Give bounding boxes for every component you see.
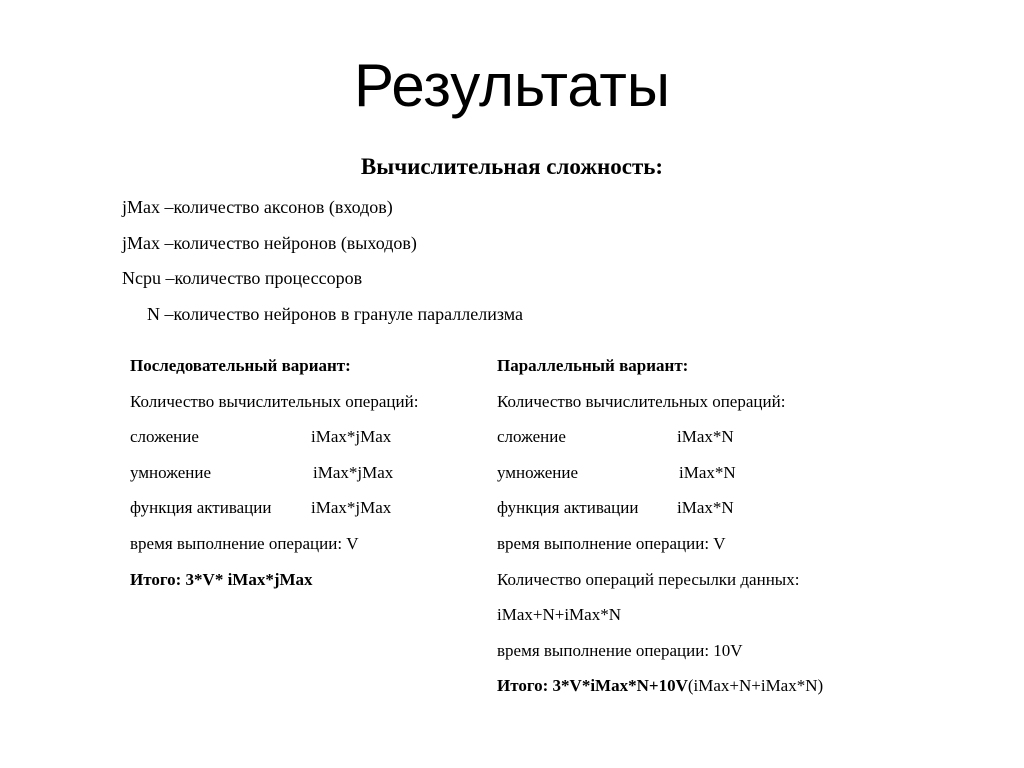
op-label: сложение: [130, 427, 199, 447]
definition-jmax-axons: jMax –количество аксонов (входов): [122, 197, 393, 217]
parallel-op-row: [497, 462, 917, 498]
parallel-variant-column: [497, 355, 917, 711]
op-value: iMax*N: [677, 427, 734, 447]
sequential-ops-count-label: Количество вычислительных операций:: [130, 391, 419, 411]
op-label: функция активации: [130, 498, 272, 518]
op-value: iMax*jMax: [313, 462, 394, 482]
op-value: iMax*jMax: [311, 498, 392, 518]
op-label: функция активации: [497, 498, 639, 518]
sequential-time: время выполнение операции: V: [130, 533, 359, 553]
sequential-op-row: [130, 426, 490, 462]
parallel-transfer-label: Количество операций пересылки данных:: [497, 569, 800, 589]
parallel-total: [497, 675, 917, 711]
parallel-op-row: [497, 426, 917, 462]
slide-title: Результаты: [354, 52, 670, 119]
parallel-total-bold: Итого: 3*V*iMax*N+10V: [497, 676, 688, 696]
sequential-heading: Последовательный вариант:: [130, 356, 351, 375]
op-label: умножение: [130, 462, 212, 482]
parallel-ops-count-label: Количество вычислительных операций:: [497, 391, 786, 411]
op-value: iMax*N: [677, 498, 734, 518]
op-value: iMax*N: [679, 462, 736, 482]
sequential-variant-column: [130, 355, 490, 604]
parallel-transfer-value: iMax+N+iMax*N: [497, 605, 621, 625]
sequential-total: Итого: 3*V* iMax*jMax: [130, 569, 313, 589]
definition-jmax-neurons: jMax –количество нейронов (выходов): [122, 233, 417, 253]
parallel-op-row: [497, 497, 917, 533]
op-label: умножение: [497, 462, 579, 482]
op-value: iMax*jMax: [311, 427, 392, 447]
sequential-op-row: [130, 462, 490, 498]
sequential-op-row: [130, 497, 490, 533]
parallel-total-rest: (iMax+N+iMax*N): [687, 676, 824, 696]
slide-subtitle: Вычислительная сложность:: [360, 154, 664, 179]
definition-ncpu: Ncpu –количество процессоров: [122, 268, 363, 288]
parallel-heading: Параллельный вариант:: [497, 356, 689, 375]
op-label: сложение: [497, 427, 566, 447]
parallel-time: время выполнение операции: V: [497, 533, 726, 553]
parallel-transfer-time: время выполнение операции: 10V: [497, 640, 743, 660]
definition-n-granule: N –количество нейронов в грануле параллелизма: [147, 304, 523, 324]
